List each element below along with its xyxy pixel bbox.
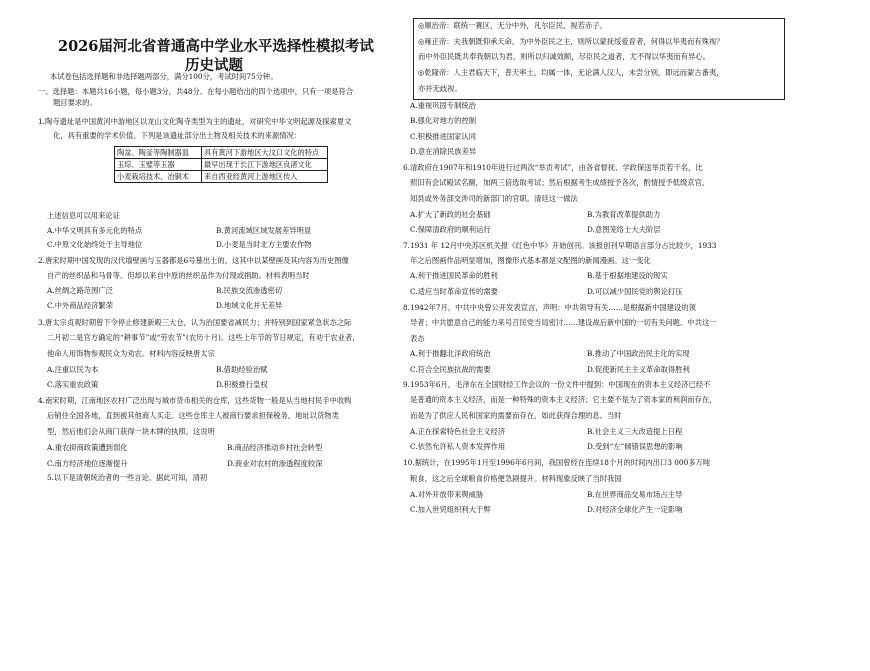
q5-option-a[interactable]: A.重视巩固专制统治	[410, 101, 476, 110]
q8-stem-1: 8.1942年7月，中共中央曾公开发表宣言，声明：中共领导有关……是根据新中国建设的领	[403, 303, 696, 312]
q8-stem-2: 导者；中共愿意自己的能力来号召民党当局密讨……建设战后新中国的一切有关问题。中共这一	[410, 318, 717, 327]
q1-option-c[interactable]: C.中原文化始终处于主导地位	[47, 240, 143, 249]
section-heading-cont: 题目要求的。	[53, 98, 97, 107]
exam-subject: 历史试题	[185, 57, 243, 74]
q10-stem-2: 粮食，这之后全球粮食价格便急剧提升。材料现象反映了当时我国	[410, 474, 622, 483]
q7-option-d[interactable]: D.可以减少国民党的舆论打压	[587, 287, 683, 296]
q2-option-a[interactable]: A.丝绸之路范围广泛	[47, 286, 113, 295]
q8-option-c[interactable]: C.符合全民族抗战的需要	[410, 365, 491, 374]
table-cell: 小麦栽培技术、冶铜术	[115, 171, 202, 183]
q10-option-a[interactable]: A.对外开放带来舆威胁	[410, 490, 484, 499]
q2-option-d[interactable]: D.地域文化并无差异	[216, 301, 283, 310]
table-cell: 玉琮、玉璧等玉器	[115, 159, 202, 171]
q5-quote-line-2: ◎雍正帝：夫我朝既仰承天命，为中外臣民之主，则所以蒙抚绥爱育者，何得以华夷而有殊视？	[418, 37, 724, 46]
q4-option-c[interactable]: C.南方经济地位逐渐提升	[47, 459, 128, 468]
q5-stem-1: 5.以下是清朝统治者的一些言论。据此可知，清初	[47, 473, 208, 482]
q3-stem-2: 二月初二是官方确定的“耕事节”或“劳农节”(农历十月)。这些上年节的节日规定，有劝于农业者，	[47, 333, 360, 342]
q4-stem-1: 4.南宋时期，江南地区农村广泛出现与城市货币相关的仓库，这些货物一般是从当地村民手中收购	[38, 396, 352, 405]
q10-stem-1: 10.据统计，在1995年1月至1996年6月间，我国曾经在连续18个月的时间内出口3 000多万吨	[403, 458, 711, 467]
q7-stem-2: 年之后图画作品明显增加，图像形式基本都是文配图的新闻漫画。这一变化	[410, 256, 651, 265]
q9-stem-2: 是普通的资本主义经济，而是一种特殊的资本主义经济；它主要不是为了资本家的利润而存在，	[410, 395, 717, 404]
q4-stem-3: 型，然后他们会从商门获得一块木牌的执照。这说明	[47, 427, 215, 436]
q2-stem-1: 2.唐宋时期中国发现的汉代墙壁画与玉器都是6号墓出土的。这其中以某壁画及其内容为历史图像	[38, 256, 349, 265]
q1-option-d[interactable]: D.小麦是当时北方主要农作物	[216, 240, 312, 249]
q7-option-b[interactable]: B.基于根据地建设的现实	[587, 271, 668, 280]
q9-option-d[interactable]: D.受到“左”倾错误思想的影响	[587, 442, 683, 451]
q1-option-b[interactable]: B.黄河流域区域发展差异明显	[216, 226, 312, 235]
q6-stem-2: 照旧有会试殿试名额，加两三倍选取考试；然后根据考生成绩授予各次，酌情授予低级京官、	[410, 178, 710, 187]
table-cell: 陶盆、陶釜等陶制器皿	[115, 147, 202, 159]
q8-stem-3: 表态	[410, 334, 425, 343]
q5-option-b[interactable]: B.强化对地方的控制	[410, 116, 477, 125]
q5-option-c[interactable]: C.积极推进国家认同	[410, 132, 477, 141]
q6-option-b[interactable]: B.为教育改革提供助力	[587, 210, 661, 219]
q3-option-b[interactable]: B.借助经验治赋	[216, 365, 268, 374]
table-row	[115, 171, 328, 183]
q6-option-d[interactable]: D.意图笼络士大夫阶层	[587, 225, 661, 234]
q8-option-d[interactable]: D.促使新民主主义革命取得胜利	[587, 365, 690, 374]
exam-intro: 本试卷包括选择题和非选择题两部分，满分100分，考试时间75分钟。	[50, 72, 278, 81]
q6-option-a[interactable]: A.扩大了新政的社会基础	[410, 210, 491, 219]
q3-option-c[interactable]: C.落实重农政策	[47, 380, 99, 389]
q10-option-c[interactable]: C.加入世贸组织利大于弊	[410, 505, 491, 514]
exam-title: 2026届河北省普通高中学业水平选择性模拟考试	[58, 38, 374, 55]
q6-option-c[interactable]: C.保障清政府的顺利运行	[410, 225, 491, 234]
q5-quote-line-5: 亦并无歧视。	[418, 84, 462, 93]
q6-stem-1: 6.清政府在1907年和1910年进行过两次“举贡考试”，由各省督抚、学政保送举贡若干名，比	[403, 163, 703, 172]
q9-option-b[interactable]: B.社会主义三大改造提上日程	[587, 427, 683, 436]
q2-stem-2: 自产的丝织品和马骨等。但却以来自中原的丝织品作为付现或捐助。材料表明当时	[47, 271, 310, 280]
q4-stem-2: 后销往全国各地，直到被其他商人买走。这些仓库主人被商行要求担保税务，地址以货物类	[47, 411, 339, 420]
q8-option-b[interactable]: B.推动了中国政治民主化的实现	[587, 349, 690, 358]
q5-quote-line-1: ◎顺治帝：联统一赛区，无分中外，凡尔臣民，视若赤子。	[418, 21, 607, 30]
q4-option-d[interactable]: D.商业对农村的渗透程度较深	[227, 459, 323, 468]
q9-stem-3: 而是为了供应人民和国家的需要而存在，如此获得合理的息。当时	[410, 411, 622, 420]
q10-option-b[interactable]: B.在世界商品交易市场占主导	[587, 490, 683, 499]
q9-option-a[interactable]: A.正在探索特色社会主义经济	[410, 427, 506, 436]
table-row	[115, 147, 328, 159]
table-cell: 最早出现于长江下游地区良渚文化	[202, 159, 328, 171]
q3-option-a[interactable]: A.注重以民为本	[47, 365, 99, 374]
table-cell: 来自西亚经黄河上游地区传入	[202, 171, 328, 183]
q9-stem-1: 9.1953年6月，毛泽东在全国财经工作会议的一份文件中提到：中国现在的资本主义经济已经不	[403, 380, 711, 389]
table-cell: 具有黄河下游地区大汶口文化的特点	[202, 147, 328, 159]
q1-question: 上述信息可以用来论证	[47, 211, 120, 220]
q5-quote-line-4: ◎乾隆帝：人主君临天下，普天率土，均属一体，无论满人汉人，未尝分别，即远而蒙古番夷，	[418, 68, 724, 77]
q3-option-d[interactable]: D.积极推行皇权	[216, 380, 268, 389]
q1-source-table	[114, 146, 328, 183]
q4-option-b[interactable]: B.商品经济推动乡村社会转型	[227, 443, 323, 452]
q5-option-d[interactable]: D.意在消除民族差异	[410, 147, 477, 156]
q7-option-a[interactable]: A.利于推进国民革命的胜利	[410, 271, 498, 280]
q1-stem-1: 1.陶寺遗址是中国黄河中游地区以龙山文化陶寺类型为主的遗址，对研究中华文明起源及探索夏文	[38, 117, 352, 126]
q9-option-c[interactable]: C.依然允许私人资本发挥作用	[410, 442, 506, 451]
section-heading: 一、选择题：本题共16小题，每小题3分，共48分。在每小题给出的四个选项中，只有一项是符合	[38, 87, 354, 96]
q1-stem-2: 化，具有重要的学术价值。下列是该遗址部分出土物及相关技术的来源情况：	[53, 131, 302, 140]
q1-option-a[interactable]: A.中华文明具有多元化的特点	[47, 226, 143, 235]
q3-stem-3: 他命人用饰物参观民众为劝农。材料内容反映唐太宗	[47, 349, 215, 358]
q5-quote-line-3: 而中外臣民既共奉我朝以为君，则所以归诚效顺，尽臣民之道者，尤不得以华夷而有异心。	[418, 52, 710, 61]
q7-stem-1: 7.1931 年 12月中央苏区机关报《红色中华》开始创刊。该报创刊早期语言部分占比较少，1933	[403, 241, 717, 250]
q6-stem-3: 知县或外务部交涉司的新部门的官职。清廷这一做法	[410, 194, 578, 203]
q4-option-a[interactable]: A.重农抑商政策遭到弱化	[47, 443, 128, 452]
q10-option-d[interactable]: D.对经济全球化产生一定影响	[587, 505, 683, 514]
q3-stem-1: 3.唐太宗贞观时期曾下令停止修建新殿三大仓，认为治国要省减民力；并特别到国家紧急状态之际	[38, 318, 352, 327]
q2-option-b[interactable]: B.民族交流渗透密切	[216, 286, 283, 295]
q2-option-c[interactable]: C.中外商品经济繁荣	[47, 301, 114, 310]
q7-option-c[interactable]: C.适应当时革命宣传的需要	[410, 287, 498, 296]
q8-option-a[interactable]: A.利于推翻北洋政府统治	[410, 349, 491, 358]
table-row	[115, 159, 328, 171]
